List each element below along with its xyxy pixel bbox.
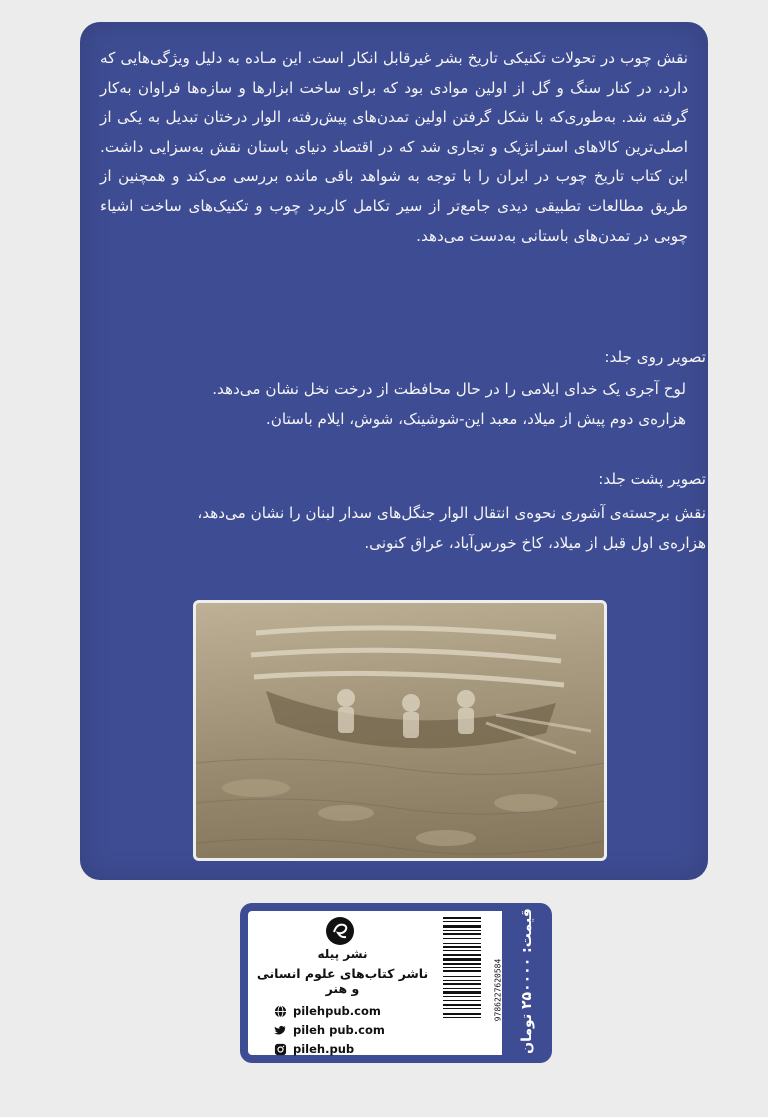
barcode-bar [443, 921, 481, 922]
back-cover-line-2: هزاره‌ی اول قبل از میلاد، کاخ خورس‌آباد، عراق کنونی. [364, 534, 706, 552]
front-cover-line-2: هزاره‌ی دوم پیش از میلاد، معبد این-شوشینک، شوش، ایلام باستان. [265, 410, 686, 428]
barcode-bar [443, 970, 481, 972]
barcode-bar [443, 1017, 481, 1018]
barcode-bar [443, 946, 481, 948]
barcode-bar [443, 976, 481, 977]
pileh-logo-icon [325, 916, 355, 946]
publisher-tagline: ناشر کتاب‌های علوم انسانی و هنر [256, 966, 429, 996]
instagram-link[interactable]: pileh.pub [293, 1042, 355, 1056]
barcode-bar [443, 983, 481, 985]
barcode-bar [443, 1000, 481, 1001]
back-cover-heading: تصویر پشت جلد: [598, 470, 706, 488]
isbn-number: 9786227620584 [493, 958, 503, 1022]
barcode-bar [443, 933, 481, 935]
barcode-bar [443, 958, 481, 961]
twitter-link[interactable]: pileh pub.com [293, 1023, 385, 1037]
front-cover-caption [106, 342, 706, 434]
barcode-bar [443, 943, 481, 944]
barcode-bar [443, 967, 481, 968]
barcode-bar [443, 930, 481, 931]
barcode-bar [443, 917, 481, 919]
front-cover-line-1: لوح آجری یک خدای ایلامی را در حال محافظت از درخت نخل نشان می‌دهد. [212, 380, 686, 398]
back-cover-line-1: نقش برجسته‌ی آشوری نحوه‌ی انتقال الوار جنگل‌های سدار لبنان را نشان می‌دهد، [197, 504, 706, 522]
barcode-bar [443, 980, 481, 981]
twitter-icon [274, 1024, 287, 1037]
barcode-bar [443, 991, 481, 994]
barcode-bar [443, 1013, 481, 1015]
book-description: نقش چوب در تحولات تکنیکی تاریخ بشر غیرقابل انکار است. این مـاده به دلیل ویژگی‌هایی که دارد، در کنار سنگ و گل از اولین موادی بود که برای ساخت ابزارها و سازه‌ها فراوان به‌کار گرفته شد. به‌طوری‌که با شکل گرفتن اولین تمدن‌های پیش‌رفته، الوار درختان تبدیل به یکی از اصلی‌ترین کالاهای استراتژیک و تجاری شد که در اقتصاد دنیای باستان نقش به‌سزایی داشت. این کتاب تاریخ چوب در ایران را با توجه به شواهد باقی مانده بررسی می‌کند و همچنین از طریق مطالعات تطبیقی دیدی جامع‌تر از سیر تکامل کاربرد چوب و تکنیک‌های ساخت اشیاء چوبی در تمدن‌های باستانی به‌دست می‌دهد. [100, 49, 688, 245]
website-row [274, 1003, 381, 1019]
globe-icon [274, 1005, 287, 1018]
barcode-bar [443, 996, 481, 997]
price-label: قیمت: ۲۵۰۰۰۰ تومان [519, 908, 535, 1054]
instagram-row [274, 1041, 354, 1057]
instagram-icon [274, 1043, 287, 1056]
twitter-row [274, 1022, 385, 1038]
barcode-bar [443, 1004, 481, 1006]
barcode-bar [443, 954, 481, 956]
barcode-bar [443, 963, 481, 965]
barcode-bar [443, 938, 481, 939]
front-cover-heading: تصویر روی جلد: [604, 348, 706, 366]
website-link[interactable]: pilehpub.com [293, 1004, 381, 1018]
barcode-bar [443, 925, 481, 928]
publisher-name: نشر پیله [317, 947, 368, 961]
barcode-bar [443, 950, 481, 951]
barcode-bar [443, 988, 481, 989]
back-cover-caption [106, 464, 706, 558]
assyrian-relief-photo [193, 600, 607, 861]
barcode-bar [443, 1008, 481, 1009]
